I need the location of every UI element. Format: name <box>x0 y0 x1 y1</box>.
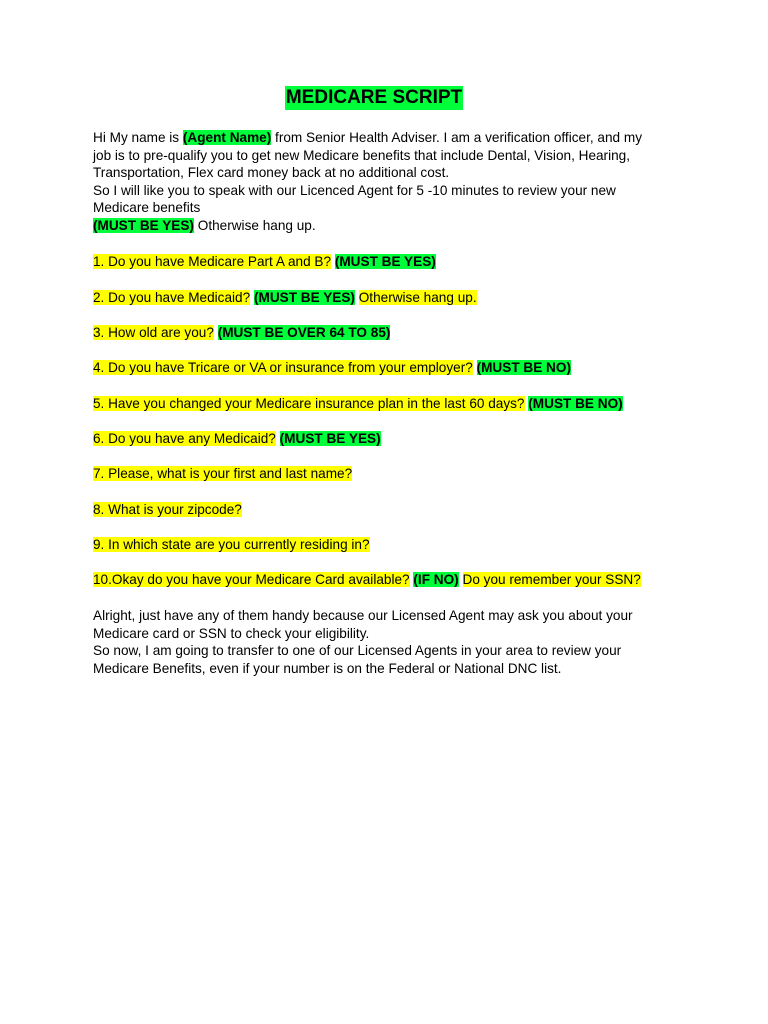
question-1 <box>93 253 436 271</box>
question-after: Do you remember your SSN? <box>462 572 641 587</box>
question-7 <box>93 465 352 483</box>
agent-name-placeholder: (Agent Name) <box>182 130 272 145</box>
question-2 <box>93 289 477 307</box>
intro-line-6 <box>93 217 693 235</box>
must-be-yes-tag: (MUST BE YES) <box>93 217 194 233</box>
outro-line-4: Medicare Benefits, even if your number is on the Federal or National DNC list. <box>93 660 562 676</box>
outro-line-1: Alright, just have any of them handy because our Licensed Agent may ask you about your <box>93 608 633 623</box>
question-tag: (MUST BE YES) <box>279 431 381 446</box>
question-text: 4. Do you have Tricare or VA or insurance from your employer? <box>93 360 473 375</box>
question-10 <box>93 571 641 589</box>
intro-paragraph <box>93 129 693 235</box>
question-after: Otherwise hang up. <box>358 290 477 305</box>
question-tag: (MUST BE YES) <box>253 290 355 305</box>
intro-line-4: So I will like you to speak with our Licenced Agent for 5 -10 minutes to review your new <box>93 182 616 198</box>
question-tag: (MUST BE NO) <box>528 396 623 411</box>
intro-text: from Senior Health Adviser. I am a verification officer, and my <box>271 130 642 145</box>
question-text: 6. Do you have any Medicaid? <box>93 431 276 446</box>
intro-text: Otherwise hang up. <box>193 217 316 233</box>
intro-line-5: Medicare benefits <box>93 200 201 216</box>
question-8 <box>93 501 242 519</box>
page-title: MEDICARE SCRIPT <box>285 87 463 108</box>
intro-text: Hi My name is <box>93 130 183 145</box>
question-text: 7. Please, what is your first and last name? <box>93 466 353 481</box>
question-3 <box>93 324 390 342</box>
question-9 <box>93 536 370 554</box>
question-text: 10.Okay do you have your Medicare Card available? <box>93 572 410 587</box>
outro-line-3: So now, I am going to transfer to one of our Licensed Agents in your area to review your <box>93 643 622 659</box>
outro-line-2: Medicare card or SSN to check your eligibility. <box>93 625 370 641</box>
title-container <box>0 86 748 110</box>
question-tag: (MUST BE OVER 64 TO 85) <box>217 325 391 340</box>
question-5 <box>93 395 623 413</box>
question-text: 5. Have you changed your Medicare insurance plan in the last 60 days? <box>93 396 525 411</box>
question-text: 2. Do you have Medicaid? <box>93 290 251 305</box>
question-tag: (MUST BE NO) <box>476 360 571 375</box>
question-text: 3. How old are you? <box>93 325 214 340</box>
outro-paragraph <box>93 607 693 677</box>
question-tag: (IF NO) <box>413 572 459 587</box>
question-text: 1. Do you have Medicare Part A and B? <box>93 254 332 269</box>
question-text: 9. In which state are you currently residing in? <box>93 537 370 552</box>
question-text: 8. What is your zipcode? <box>93 502 242 517</box>
question-tag: (MUST BE YES) <box>334 254 436 269</box>
intro-line-1 <box>93 129 693 147</box>
intro-line-3: Transportation, Flex card money back at no additional cost. <box>93 165 450 181</box>
question-6 <box>93 430 381 448</box>
intro-line-2: job is to pre-qualify you to get new Medicare benefits that include Dental, Vision, Hearing, <box>93 147 631 163</box>
question-4 <box>93 359 571 377</box>
